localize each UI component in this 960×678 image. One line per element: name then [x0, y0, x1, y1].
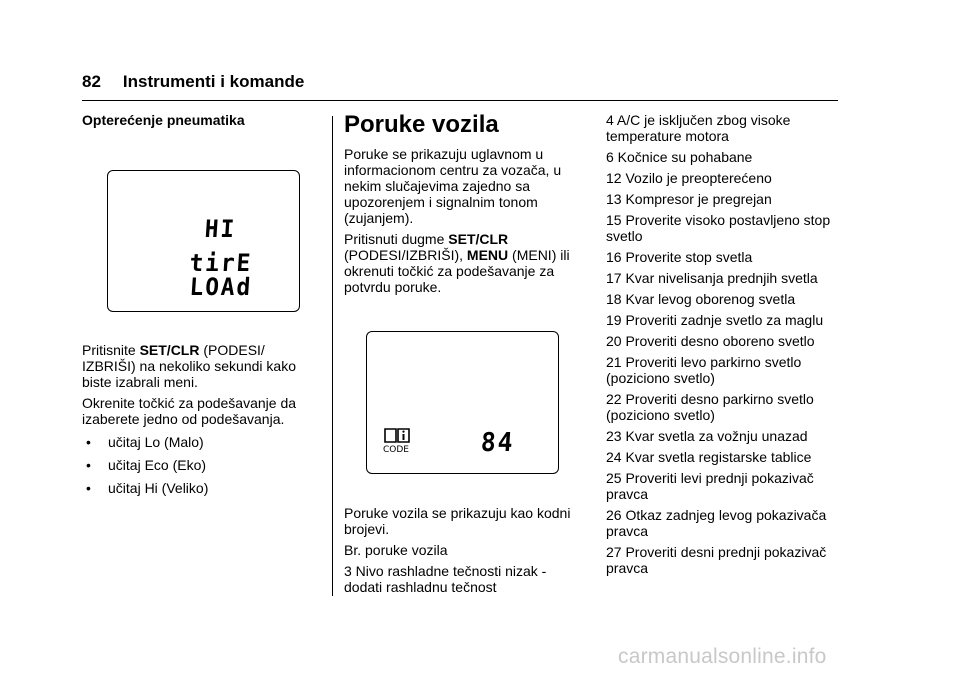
middle-paragraph-3: Poruke vozila se prikazuju kao kodni brojevi. — [344, 505, 571, 537]
list-item: • učitaj Hi (Veliko) — [82, 480, 316, 496]
column-divider — [332, 116, 333, 596]
lcd-line-tire: tirE — [188, 249, 254, 277]
list-item: 4 A/C je isključen zbog visoke temperature motora — [606, 112, 791, 144]
message-code-display — [366, 331, 559, 474]
book-info-icon — [384, 427, 410, 443]
list-item: 27 Proveriti desni prednji pokazivač pravca — [606, 544, 827, 576]
list-item: 26 Otkaz zadnjeg levog pokazivača pravca — [606, 507, 827, 539]
page-header — [82, 72, 304, 92]
list-item: 24 Kvar svetla registarske tablice — [606, 449, 812, 465]
list-item: 21 Proveriti levo parkirno svetlo (poziciono svetlo) — [606, 354, 802, 386]
list-item: 20 Proveriti desno oboreno svetlo — [606, 333, 815, 349]
bullet-icon: • — [86, 457, 91, 473]
middle-paragraph-2: Pritisnuti dugme SET/CLR (PODESI/IZBRIŠI), MENU (MENI) ili okrenuti točkić za podešavanje za potvrdu poruke. — [344, 231, 570, 295]
list-item: 16 Proverite stop svetla — [606, 249, 753, 265]
list-item: 23 Kvar svetla za vožnju unazad — [606, 428, 808, 444]
list-item: 22 Proveriti desno parkirno svetlo (poziciono svetlo) — [606, 391, 814, 423]
left-paragraph-1: Pritisnite SET/CLR (PODESI/ IZBRIŠI) na nekoliko sekundi kako biste izabrali meni. — [82, 342, 296, 390]
bullet-icon: • — [86, 480, 91, 496]
header-rule — [82, 100, 838, 101]
set-clr-label: SET/CLR — [139, 342, 200, 358]
list-item: 12 Vozilo je preopterećeno — [606, 170, 772, 186]
section-title-tire-load: Opterećenje pneumatika — [82, 112, 245, 128]
list-item: 18 Kvar levog oborenog svetla — [606, 291, 796, 307]
right-column-messages — [606, 112, 840, 581]
code-value: 84 — [479, 428, 516, 458]
list-item: 25 Proveriti levi prednji pokazivač pravca — [606, 470, 814, 502]
middle-paragraph-1: Poruke se prikazuju uglavnom u informacionom centru za vozača, u nekim slučajevima zajedno sa upozorenjem i signalnim tonom (zujanjem). — [344, 146, 562, 226]
middle-column-body — [344, 505, 582, 600]
left-column-body — [82, 342, 316, 503]
list-item: 19 Proveriti zadnje svetlo za maglu — [606, 312, 824, 328]
list-item: • učitaj Lo (Malo) — [82, 434, 316, 450]
left-paragraph-2: Okrenite točkić za podešavanje da izaberete jedno od podešavanja. — [82, 395, 297, 427]
list-item: 6 Kočnice su pohabane — [606, 149, 753, 165]
section-title-vehicle-messages: Poruke vozila — [344, 111, 499, 138]
middle-paragraph-5: 3 Nivo rashladne tečnosti nizak - dodati rashladnu tečnost — [344, 563, 547, 595]
list-item: 15 Proverite visoko postavljeno stop svetlo — [606, 212, 831, 244]
list-item: • učitaj Eco (Eko) — [82, 457, 316, 473]
list-item: 17 Kvar nivelisanja prednjih svetla — [606, 270, 818, 286]
middle-column — [344, 112, 582, 300]
page-number: 82 — [82, 72, 101, 91]
watermark: carmanualsonline.info — [618, 645, 827, 668]
tire-load-display — [107, 170, 300, 312]
lcd-line-load: LOAd — [188, 273, 254, 301]
middle-paragraph-4: Br. poruke vozila — [344, 542, 448, 558]
list-item: 13 Kompresor je pregrejan — [606, 191, 772, 207]
left-column — [82, 112, 316, 133]
lcd-line-hi: HI — [203, 215, 238, 243]
chapter-title: Instrumenti i komande — [122, 72, 305, 91]
code-label: CODE — [383, 445, 409, 455]
bullet-icon: • — [86, 434, 91, 450]
